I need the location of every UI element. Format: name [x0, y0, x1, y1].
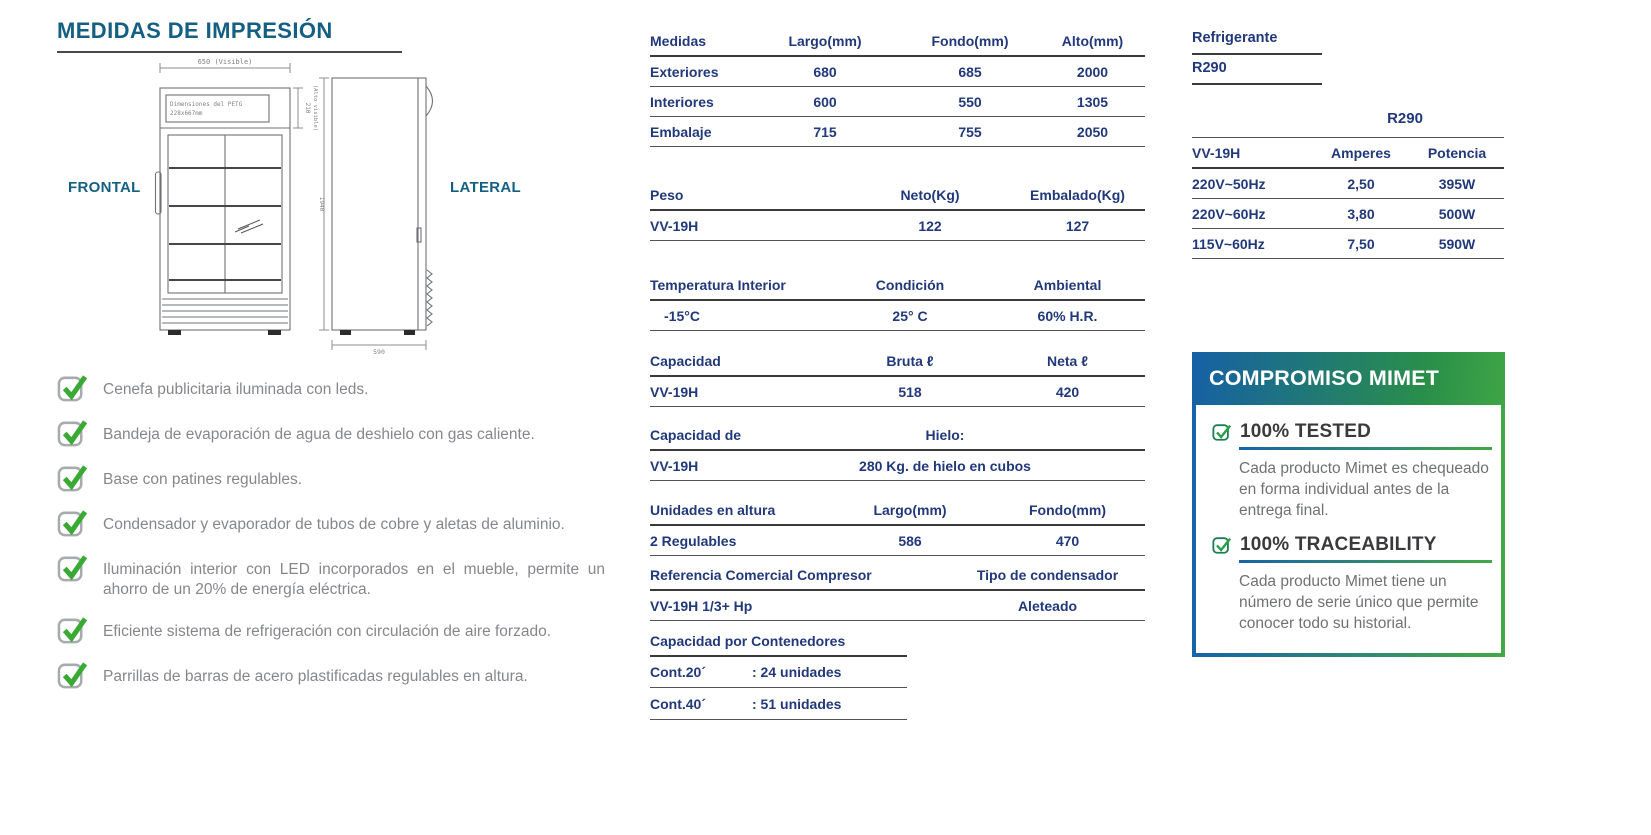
table-row [650, 526, 1145, 556]
header-cell: Largo(mm) [788, 32, 862, 49]
medidas-table [650, 26, 1145, 147]
cell: Embalaje [650, 123, 712, 140]
refrigerante-label: Refrigerante [1192, 30, 1322, 55]
table-row [650, 688, 907, 720]
header-cell: Capacidad de [650, 426, 742, 443]
table-row [1192, 229, 1504, 259]
cell: VV-19H [650, 383, 699, 400]
table-header-row [1192, 138, 1504, 169]
table-header-row [650, 26, 1145, 57]
cell: : 51 unidades [752, 695, 842, 712]
checkbox-icon [1212, 422, 1232, 442]
cell: 586 [898, 532, 922, 549]
cell: VV-19H [650, 457, 699, 474]
header-cell: Fondo(mm) [931, 32, 1009, 49]
dim-cenefa-note: (Alto visible) [312, 84, 318, 132]
feature-text: Eficiente sistema de refrigeración con circulación de aire forzado. [103, 622, 552, 640]
cell: 550 [958, 93, 982, 110]
compromiso-item-text: Cada producto Mimet es chequeado en forma individual antes de la entrega final. [1239, 460, 1489, 519]
table-row [650, 591, 1145, 621]
header-cell: Neta ℓ [1046, 352, 1089, 369]
feature-text: Bandeja de evaporación de agua de deshielo con gas caliente. [103, 426, 535, 443]
compromiso-item-text: Cada producto Mimet tiene un número de serie único que permite conocer todo su historial. [1239, 573, 1479, 632]
header-cell: Capacidad [650, 352, 721, 369]
table-header-row [650, 626, 907, 657]
cell: Interiores [650, 93, 714, 110]
feature-item [57, 554, 605, 600]
cell: Cont.40´ [650, 695, 706, 712]
cell: 1305 [1076, 93, 1109, 110]
cell: : 24 unidades [752, 664, 842, 680]
feature-item [57, 419, 605, 448]
cell: 60% H.R. [1037, 307, 1098, 324]
header-cell: Condición [875, 276, 945, 293]
dim-top-label: 650 (Visible) [197, 58, 253, 66]
cell: 518 [898, 383, 922, 400]
header-cell: Temperatura Interior [650, 276, 786, 293]
cell: 420 [1055, 383, 1080, 400]
technical-drawing [140, 52, 470, 377]
compromiso-item-title: 100% TESTED [1240, 421, 1372, 442]
feature-item [57, 616, 605, 645]
dim-depth-label: 590 [373, 348, 385, 356]
cell: 715 [813, 123, 837, 140]
header-cell: Amperes [1331, 144, 1391, 161]
check-icon [57, 552, 88, 583]
cell: Aleteado [1017, 597, 1078, 614]
cell: 280 Kg. de hielo en cubos [859, 457, 1031, 474]
cell: 500W [1438, 205, 1476, 222]
fridge-line-drawing-svg [140, 52, 470, 372]
compresor-table [650, 560, 1145, 621]
cell: 395W [1438, 175, 1476, 192]
dim-height-label: 1940 [318, 196, 325, 212]
table-row [1192, 199, 1504, 229]
check-icon [57, 372, 88, 403]
check-icon [57, 417, 88, 448]
cell: 2,50 [1347, 175, 1375, 192]
peso-table [650, 180, 1145, 241]
compromiso-mimet-box [1192, 352, 1505, 657]
glass-reflection [235, 220, 263, 233]
header-cell: Hielo: [925, 426, 965, 443]
compromiso-item-title: 100% TRACEABILITY [1240, 534, 1437, 556]
header-cell: Largo(mm) [873, 501, 947, 518]
header-cell: Neto(Kg) [900, 186, 960, 203]
header-cell: Fondo(mm) [1029, 501, 1106, 518]
lateral-view-label: LATERAL [450, 179, 521, 196]
cell: Exteriores [650, 63, 719, 80]
cell: 127 [1065, 217, 1090, 234]
table-row [650, 211, 1145, 241]
cell: 2 Regulables [650, 532, 737, 549]
table-row [1192, 169, 1504, 199]
header-cell: Embalado(Kg) [1030, 186, 1125, 203]
feature-text: Iluminación interior con LED incorporados en el mueble, permite un ahorro de un 20% de energía eléctrica. [103, 561, 605, 598]
cell: 3,80 [1347, 205, 1375, 222]
header-cell: Medidas [650, 32, 707, 49]
cell: 115V~60Hz [1192, 235, 1265, 252]
compromiso-item [1212, 421, 1489, 521]
cell: 7,50 [1347, 235, 1375, 252]
table-row [650, 117, 1145, 147]
contenedores-table [650, 626, 907, 720]
header-cell: Ambiental [1033, 276, 1102, 293]
table-row [650, 657, 907, 688]
cell: 2000 [1076, 63, 1109, 80]
cell: 685 [958, 63, 982, 80]
temperatura-table [650, 270, 1145, 331]
cell: 2050 [1076, 123, 1109, 140]
compromiso-item [1212, 534, 1489, 634]
refrigerante-value: R290 [1192, 60, 1322, 85]
header-cell: VV-19H [1192, 144, 1241, 161]
checkbox-icon [1212, 535, 1232, 555]
cell: VV-19H 1/3+ Hp [650, 597, 753, 614]
frontal-view-label: FRONTAL [68, 179, 141, 196]
gradient-underline [1239, 447, 1492, 450]
table-header-row [650, 270, 1145, 301]
cell: 755 [958, 123, 982, 140]
cell: Cont.20´ [650, 664, 706, 680]
compromiso-body [1192, 405, 1505, 657]
capacidad-table [650, 346, 1145, 407]
check-icon [57, 659, 88, 690]
cell: 680 [813, 63, 837, 80]
cell: 25° C [892, 307, 928, 324]
table-header-row [650, 560, 1145, 591]
table-row [650, 301, 1145, 331]
feature-text: Base con patines regulables. [103, 471, 303, 488]
table-header-row [650, 495, 1145, 526]
header-cell: Capacidad por Contenedores [650, 632, 846, 649]
table-row [650, 87, 1145, 117]
compromiso-header: COMPROMISO MIMET [1192, 352, 1505, 405]
header-cell: Bruta ℓ [886, 352, 934, 369]
petg-label-line1: Dimensiones del PETG [170, 101, 243, 108]
table-header-row [650, 346, 1145, 377]
header-cell: Peso [650, 186, 684, 203]
r290-table-title: R290 [1387, 110, 1423, 127]
table-row [650, 57, 1145, 87]
feature-item [57, 509, 605, 538]
table-header-row [650, 420, 1145, 451]
cell: 470 [1055, 532, 1080, 549]
feature-item [57, 464, 605, 493]
petg-label-line2: 228x667mm [170, 110, 203, 117]
feature-text: Condensador y evaporador de tubos de cobre y aletas de aluminio. [103, 516, 565, 533]
cell: 220V~60Hz [1192, 205, 1266, 222]
cell: VV-19H [650, 217, 699, 234]
gradient-underline [1239, 560, 1492, 563]
header-cell: Tipo de condensador [976, 566, 1119, 583]
header-cell: Potencia [1427, 144, 1487, 161]
check-icon [57, 462, 88, 493]
feature-text: Cenefa publicitaria iluminada con leds. [103, 381, 369, 398]
check-icon [57, 614, 88, 645]
cell: 122 [918, 217, 942, 234]
cell: -15°C [664, 307, 700, 324]
feature-list [57, 374, 605, 706]
dim-cenefa-label: 210 [304, 102, 311, 114]
table-row [650, 451, 1145, 481]
cell: 220V~50Hz [1192, 175, 1266, 192]
table-row [650, 377, 1145, 407]
feature-item [57, 374, 605, 403]
feature-item [57, 661, 605, 690]
table-header-row [650, 180, 1145, 211]
capacidad-hielo-table [650, 420, 1145, 481]
header-cell: Alto(mm) [1061, 32, 1124, 49]
header-cell: Referencia Comercial Compresor [650, 566, 872, 583]
feature-text: Parrillas de barras de acero plastificadas regulables en altura. [103, 667, 528, 685]
r290-table [1192, 137, 1504, 259]
cell: 590W [1438, 235, 1476, 252]
header-cell: Unidades en altura [650, 501, 776, 518]
check-icon [57, 507, 88, 538]
cell: 600 [813, 93, 837, 110]
unidades-table [650, 495, 1145, 556]
page-title: MEDIDAS DE IMPRESIÓN [57, 18, 402, 53]
